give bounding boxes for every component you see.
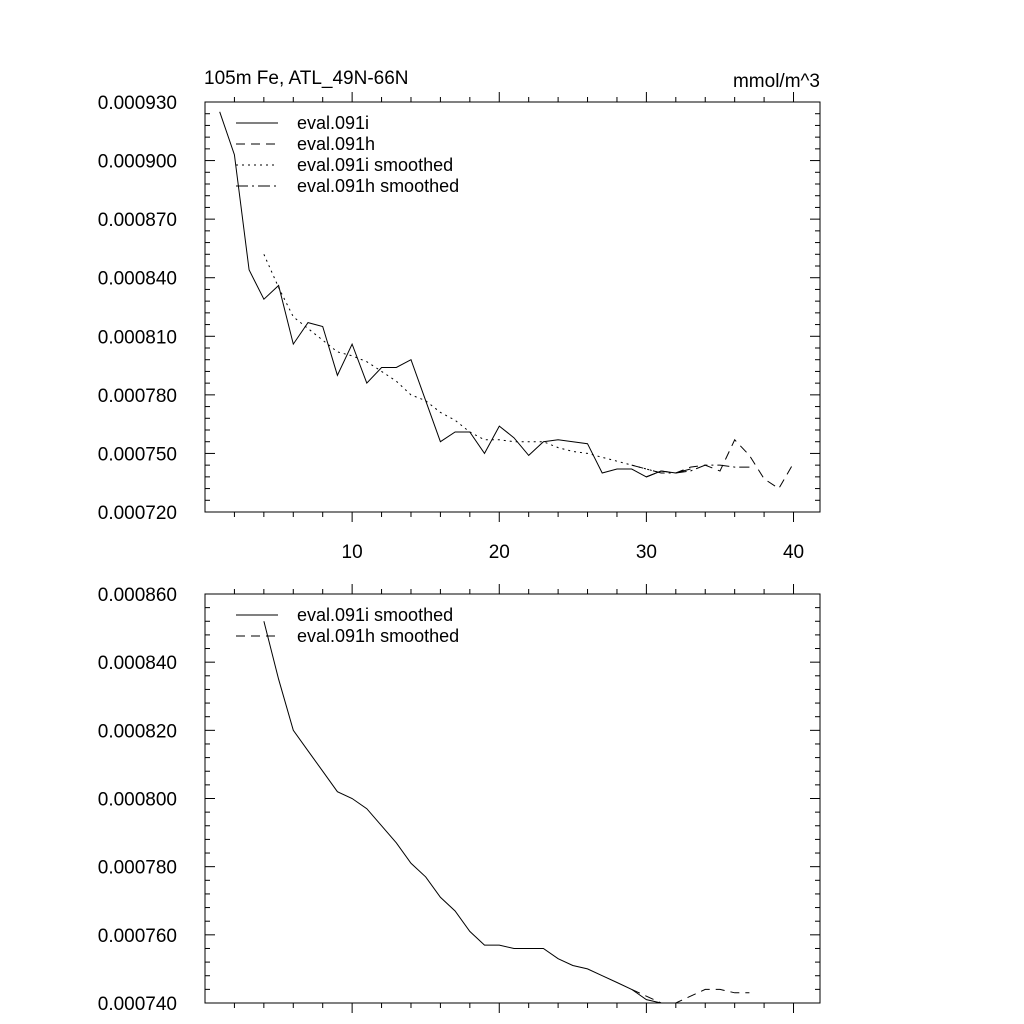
series-line xyxy=(220,112,691,477)
x-tick-label: 40 xyxy=(782,542,805,563)
x-tick-label: 20 xyxy=(488,542,510,563)
legend xyxy=(236,113,459,196)
series-line xyxy=(646,440,793,489)
axis-ticks xyxy=(98,92,820,563)
legend-label: eval.091i smoothed xyxy=(297,155,454,175)
series-layer xyxy=(264,621,750,1003)
y-tick-label: 0.000870 xyxy=(97,210,177,232)
units-label: mmol/m^3 xyxy=(732,71,820,92)
legend-label: eval.091i xyxy=(297,113,370,133)
axis-ticks xyxy=(98,584,820,1015)
y-tick-label: 0.000860 xyxy=(97,585,177,606)
top-panel xyxy=(98,68,820,563)
y-tick-label: 0.000760 xyxy=(97,925,177,947)
y-tick-label: 0.000840 xyxy=(97,268,177,290)
legend-label: eval.091i smoothed xyxy=(297,605,454,625)
bottom-panel xyxy=(98,584,820,1015)
y-tick-label: 0.000900 xyxy=(97,151,177,173)
y-tick-label: 0.000740 xyxy=(97,994,177,1015)
y-tick-label: 0.000810 xyxy=(97,327,177,349)
series-line xyxy=(632,465,750,473)
series-line xyxy=(264,621,661,1003)
y-tick-label: 0.000820 xyxy=(97,721,177,743)
x-tick-label: 30 xyxy=(635,542,657,563)
series-line xyxy=(632,989,750,1003)
y-tick-label: 0.000780 xyxy=(97,385,177,407)
x-tick-label: 10 xyxy=(341,542,363,563)
legend xyxy=(236,605,459,646)
y-tick-label: 0.000930 xyxy=(97,93,177,114)
y-tick-label: 0.000800 xyxy=(97,789,177,811)
legend-label: eval.091h smoothed xyxy=(297,626,460,646)
y-tick-label: 0.000840 xyxy=(97,653,177,675)
y-tick-label: 0.000720 xyxy=(97,503,177,524)
chart-title: 105m Fe, ATL_49N-66N xyxy=(204,68,409,89)
legend-label: eval.091h smoothed xyxy=(297,176,460,196)
legend-label: eval.091h xyxy=(297,134,376,154)
y-tick-label: 0.000750 xyxy=(97,444,177,466)
y-tick-label: 0.000780 xyxy=(97,857,177,879)
series-line xyxy=(264,254,661,473)
plot-frame xyxy=(205,594,820,1003)
